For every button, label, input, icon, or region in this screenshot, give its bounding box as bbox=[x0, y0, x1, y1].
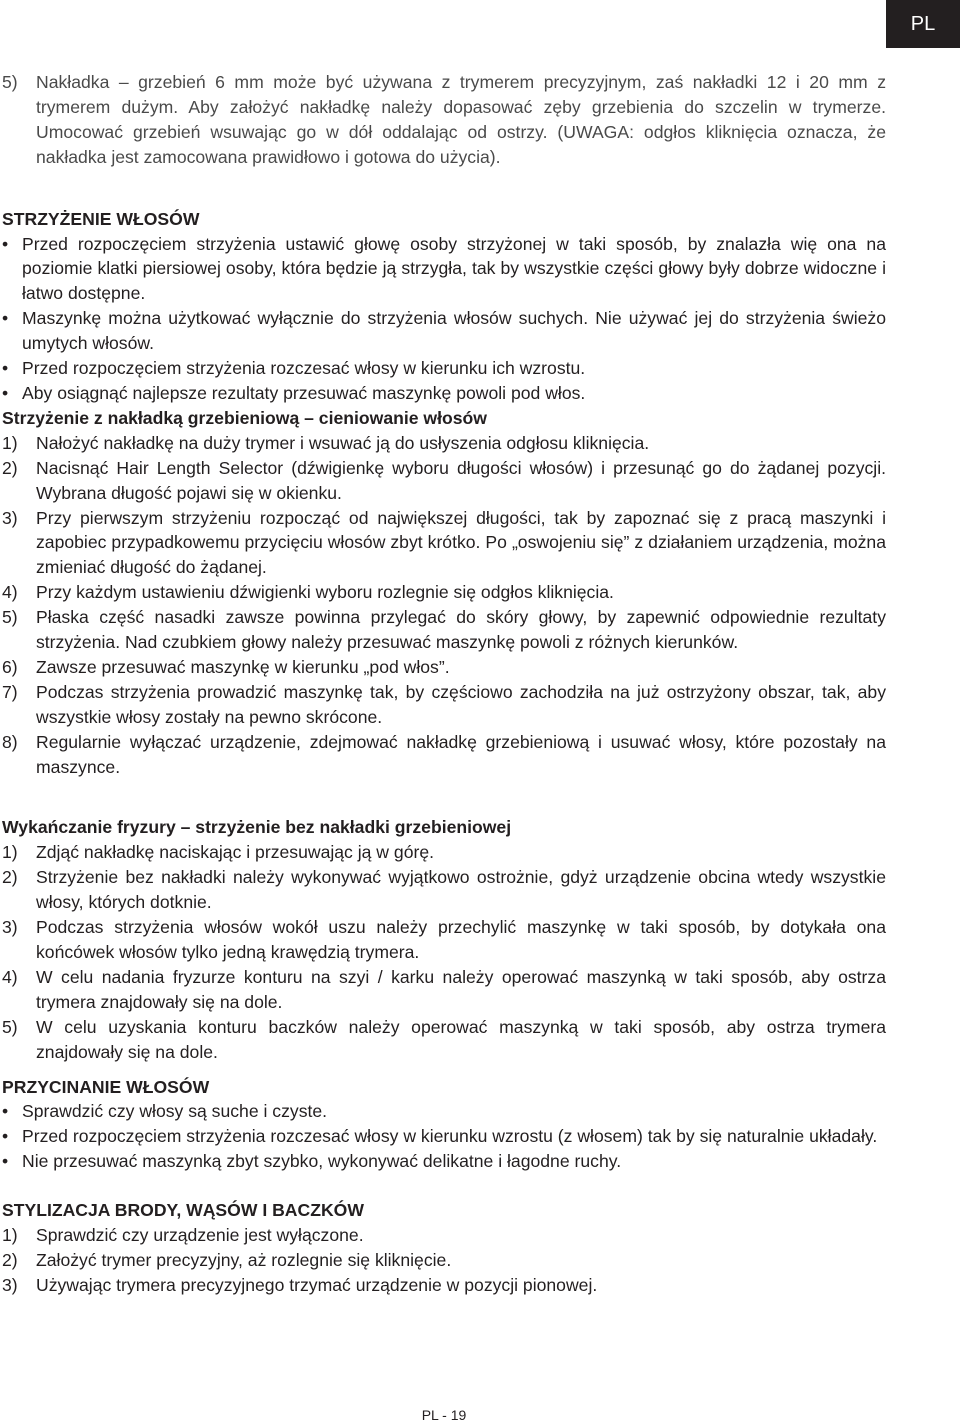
section-heading-beard: STYLIZACJA BRODY, WĄSÓW I BACZKÓW bbox=[2, 1200, 364, 1221]
list-item bbox=[2, 1223, 886, 1248]
bullet-text: Przed rozpoczęciem strzyżenia rozczesać włosy w kierunku ich wzrostu. bbox=[22, 358, 586, 379]
bullet-text: Przed rozpoczęciem strzyżenia rozczesać włosy w kierunku wzrostu (z włosem) tak by się naturalnie układały. bbox=[22, 1126, 878, 1147]
list-item bbox=[2, 680, 886, 730]
language-tab: PL bbox=[886, 0, 960, 48]
item-text: Nałożyć nakładkę na duży trymer i wsuwać ją do usłyszenia odgłosu kliknięcia. bbox=[36, 432, 650, 453]
item-number: 1) bbox=[2, 842, 18, 863]
cutting-bullet-list bbox=[2, 232, 886, 406]
item-number: 2) bbox=[2, 1249, 18, 1270]
list-item bbox=[2, 70, 886, 170]
list-item bbox=[2, 915, 886, 965]
list-item bbox=[2, 580, 886, 605]
list-item bbox=[2, 506, 886, 581]
trimming-bullet-list bbox=[2, 1099, 886, 1174]
bullet-text: Aby osiągnąć najlepsze rezultaty przesuwać maszynkę powoli pod włos. bbox=[22, 382, 586, 403]
item-text: Zawsze przesuwać maszynkę w kierunku „pod włos”. bbox=[36, 656, 450, 677]
section-heading-cutting: STRZYŻENIE WŁOSÓW bbox=[2, 208, 200, 229]
item-number: 8) bbox=[2, 731, 18, 752]
bullet-icon: • bbox=[2, 1101, 9, 1122]
bullet-icon: • bbox=[2, 308, 9, 329]
bullet-icon: • bbox=[2, 1126, 9, 1147]
list-item bbox=[2, 730, 886, 780]
comb-numbered-list bbox=[2, 431, 886, 780]
item-text: Zdjąć nakładkę naciskając i przesuwając ją w górę. bbox=[36, 842, 435, 863]
bullet-icon: • bbox=[2, 1151, 9, 1172]
item-text: Nacisnąć Hair Length Selector (dźwigienkę wyboru długości włosów) i przesunąć go do żądanej pozycji. Wybrana długość pojawi się w okienku. bbox=[36, 457, 886, 503]
beard-numbered-list bbox=[2, 1223, 886, 1298]
list-item bbox=[2, 431, 886, 456]
bullet-item bbox=[2, 381, 886, 406]
list-item bbox=[2, 840, 886, 865]
item-number: 5) bbox=[2, 72, 18, 92]
bullet-item bbox=[2, 306, 886, 356]
item-number: 2) bbox=[2, 457, 18, 478]
item-number: 6) bbox=[2, 656, 18, 677]
bullet-icon: • bbox=[2, 233, 9, 254]
bullet-item bbox=[2, 1124, 886, 1149]
bullet-text: Nie przesuwać maszynką zbyt szybko, wykonywać delikatne i łagodne ruchy. bbox=[22, 1151, 622, 1172]
section-heading-finishing: Wykańczanie fryzury – strzyżenie bez nakładki grzebieniowej bbox=[2, 817, 512, 838]
item-number: 1) bbox=[2, 432, 18, 453]
item-number: 4) bbox=[2, 966, 18, 987]
list-item bbox=[2, 655, 886, 680]
item-number: 3) bbox=[2, 1274, 18, 1295]
list-item bbox=[2, 1015, 886, 1065]
item-text: Podczas strzyżenia prowadzić maszynkę tak, by częściowo zachodziła na już ostrzyżony obszar, tak, aby wszystkie włosy zostały na pewno skrócone. bbox=[36, 681, 886, 727]
bullet-text: Sprawdzić czy włosy są suche i czyste. bbox=[22, 1101, 328, 1122]
item-text: W celu nadania fryzurze konturu na szyi / karku należy operować maszynką w taki sposób, aby ostrza trymera znajdowały się na dole. bbox=[36, 966, 886, 1012]
item-text: W celu uzyskania konturu baczków należy operować maszynką w taki sposób, aby ostrza trymera znajdowały się na dole. bbox=[36, 1016, 886, 1062]
list-item bbox=[2, 605, 886, 655]
list-item bbox=[2, 865, 886, 915]
item-text: Przy pierwszym strzyżeniu rozpocząć od największej długości, tak by zapoznać się z pracą maszynki i zapobiec przypadkowemu przycięciu włosów zbyt krótko. Po „oswojeniu się” z działaniem urządzenia, można zmieniać długość do żądanej. bbox=[36, 507, 886, 578]
section-heading-trimming: PRZYCINANIE WŁOSÓW bbox=[2, 1076, 210, 1097]
item-text: Płaska część nasadki zawsze powinna przylegać do skóry głowy, by zapewnić odpowiednie rezultaty strzyżenia. Nad czubkiem głowy należy przesuwać maszynkę powoli z różnych kierunków. bbox=[36, 607, 886, 653]
item-text: Nakładka – grzebień 6 mm może być używana z trymerem precyzyjnym, zaś nakładki 12 i 20 mm z trymerem dużym. Aby założyć nakładkę należy dopasować zęby grzebienia do szczelin w trymerze. Umocować grzebień wsuwając go w dół oddalając od ostrzy. (UWAGA: odgłos kliknięcia oznacza, że nakładka jest zamocowana prawidłowo i gotowa do użycia). bbox=[36, 72, 886, 167]
list-item bbox=[2, 1273, 886, 1298]
section-heading-comb: Strzyżenie z nakładką grzebieniową – cieniowanie włosów bbox=[2, 407, 487, 428]
item-text: Sprawdzić czy urządzenie jest wyłączone. bbox=[36, 1225, 364, 1246]
spacer bbox=[2, 779, 886, 815]
spacer bbox=[2, 1174, 886, 1198]
bullet-item bbox=[2, 232, 886, 307]
page-number: PL - 19 bbox=[421, 1407, 467, 1423]
bullet-item bbox=[2, 356, 886, 381]
item-number: 5) bbox=[2, 1016, 18, 1037]
bullet-text: Przed rozpoczęciem strzyżenia ustawić głowę osoby strzyżonej w taki sposób, by znalazła wię ona na poziomie klatki piersiowej osoby, która będzie ją strzygła, tak by wszystkie części głowy były dobrze widoczne i łatwo dostępne. bbox=[22, 233, 886, 304]
item-number: 4) bbox=[2, 582, 18, 603]
list-item bbox=[2, 456, 886, 506]
item-number: 3) bbox=[2, 507, 18, 528]
bullet-text: Maszynkę można użytkować wyłącznie do strzyżenia włosów suchych. Nie używać jej do strzyżenia świeżo umytych włosów. bbox=[22, 308, 886, 354]
item-number: 7) bbox=[2, 681, 18, 702]
item-text: Przy każdym ustawieniu dźwigienki wyboru rozlegnie się odgłos kliknięcia. bbox=[36, 582, 614, 603]
item-text: Założyć trymer precyzyjny, aż rozlegnie się kliknięcie. bbox=[36, 1249, 452, 1270]
finishing-numbered-list bbox=[2, 840, 886, 1064]
list-item bbox=[2, 965, 886, 1015]
page-content bbox=[2, 70, 886, 1298]
item-text: Regularnie wyłączać urządzenie, zdejmować nakładkę grzebieniową i usuwać włosy, które pozostały na maszynce. bbox=[36, 731, 886, 777]
bullet-item bbox=[2, 1099, 886, 1124]
item-text: Strzyżenie bez nakładki należy wykonywać wyjątkowo ostrożnie, gdyż urządzenie obcina wtedy wszystkie włosy, których dotknie. bbox=[36, 867, 886, 913]
bullet-item bbox=[2, 1149, 886, 1174]
item-number: 3) bbox=[2, 917, 18, 938]
item-number: 5) bbox=[2, 607, 18, 628]
bullet-icon: • bbox=[2, 358, 9, 379]
bullet-icon: • bbox=[2, 382, 9, 403]
item-text: Podczas strzyżenia włosów wokół uszu należy przechylić maszynkę w taki sposób, by dotykała ona końcówek włosów tylko jedną krawędzią trymera. bbox=[36, 917, 886, 962]
list-item bbox=[2, 1248, 886, 1273]
item-number: 1) bbox=[2, 1225, 18, 1246]
item-number: 2) bbox=[2, 867, 18, 888]
item-text: Używając trymera precyzyjnego trzymać urządzenie w pozycji pionowej. bbox=[36, 1274, 598, 1295]
spacer bbox=[2, 1065, 886, 1075]
